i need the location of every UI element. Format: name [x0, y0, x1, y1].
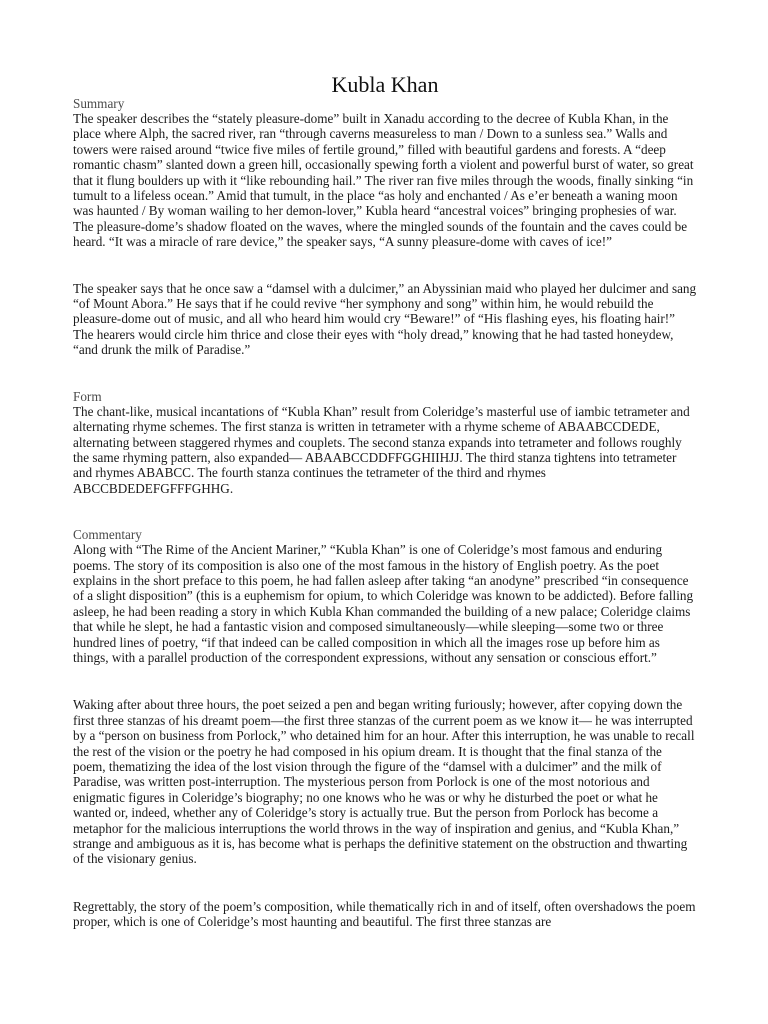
section-heading-form: Form — [73, 388, 102, 404]
form-paragraph-1: The chant-like, musical incantations of “Kubla Khan” result from Coleridge’s masterful use of iambic tetrameter and alternating rhyme schemes. The first stanza is written in tetrameter with a rhyme scheme of ABAABCCDEDE, alternating between staggered rhymes and couplets. The second stanza expands into tetrameter and follows roughly the same rhyming pattern, also expanded— ABAABCCDDFFGGHIIHJJ. The third stanza tightens into tetrameter and rhymes ABABCC. The fourth stanza continues the tetrameter of the third and rhymes ABCCBDEDEFGFFFGHHG. — [73, 403, 690, 496]
paragraph-spacer — [73, 665, 697, 697]
paragraph-spacer — [73, 250, 697, 281]
section-form — [73, 389, 697, 496]
document-page — [73, 72, 697, 930]
section-heading-commentary: Commentary — [73, 527, 142, 543]
section-spacer — [73, 496, 697, 527]
commentary-paragraph-3: Regrettably, the story of the poem’s composition, while thematically rich in and of itself, often overshadows the poem proper, which is one of Coleridge’s most haunting and beautiful. The first three stanzas are — [73, 898, 696, 930]
section-spacer — [73, 358, 697, 389]
commentary-paragraph-2: Waking after about three hours, the poet seized a pen and began writing furiously; however, after copying down the first three stanzas of his dreamt poem—the first three stanzas of the current poem as we know it— he was interrupted by a “person on business from Porlock,” who detained him for an hour. After this interruption, he was unable to recall the rest of the vision or the poetry he had composed in his opium dream. It is thought that the final stanza of the poem, thematizing the idea of the lost vision through the figure of the “damsel with a dulcimer” and the milk of Paradise, was written post-interruption. The mysterious person from Porlock is one of the most notorious and enigmatic figures in Coleridge’s biography; no one knows who he was or why he disturbed the poet or what he wanted or, indeed, whether any of Coleridge’s story is actually true. But the person from Porlock has become a metaphor for the malicious interruptions the world throws in the way of inspiration and genius, and “Kubla Khan,” strange and ambiguous as it is, has become what is perhaps the definitive statement on the obstruction and thwarting of the visionary genius. — [73, 697, 695, 867]
section-summary — [73, 96, 697, 358]
commentary-paragraph-1: Along with “The Rime of the Ancient Mariner,” “Kubla Khan” is one of Coleridge’s most famous and enduring poems. The story of its composition is also one of the most famous in the history of English poetry. As the poet explains in the short preface to this poem, he had fallen asleep after taking “an anodyne” prescribed “in consequence of a slight disposition” (this is a euphemism for opium, to which Coleridge was known to be addicted). Before falling asleep, he had been reading a story in which Kubla Khan commanded the building of a new palace; Coleridge claims that while he slept, he had a fantastic vision and composed simultaneously—while sleeping—some two or three hundred lines of poetry, “if that indeed can be called composition in which all the images rose up before him as things, with a parallel production of the correspondent expressions, without any sensation or conscious effort.” — [73, 542, 694, 665]
section-heading-summary: Summary — [73, 96, 125, 111]
section-commentary — [73, 527, 697, 930]
paragraph-spacer — [73, 867, 697, 899]
summary-paragraph-1: The speaker describes the “stately pleasure-dome” built in Xanadu according to the decree of Kubla Khan, in the place where Alph, the sacred river, ran “through caverns measureless to man / Down to a sunless sea.” Walls and towers were raised around “twice five miles of fertile ground,” filled with beautiful gardens and forests. A “deep romantic chasm” slanted down a green hill, occasionally spewing forth a violent and powerful burst of water, so great that it flung boulders up with it “like rebounding hail.” The river ran five miles through the woods, finally sinking “in tumult to a lifeless ocean.” Amid that tumult, in the place “as holy and enchanted / As e’er beneath a waning moon was haunted / By woman wailing to her demon-lover,” Kubla heard “ancestral voices” bringing prophesies of war. The pleasure-dome’s shadow floated on the waves, where the mingled sounds of the fountain and the caves could be heard. “It was a miracle of rare device,” the speaker says, “A sunny pleasure-dome with caves of ice!” — [73, 111, 694, 250]
summary-paragraph-2: The speaker says that he once saw a “damsel with a dulcimer,” an Abyssinian maid who played her dulcimer and sang “of Mount Abora.” He says that if he could revive “her symphony and song” within him, he would rebuild the pleasure-dome out of music, and all who heard him would cry “Beware!” of “His flashing eyes, his floating hair!” The hearers would circle him thrice and close their eyes with “holy dread,” knowing that he had tasted honeydew, “and drunk the milk of Paradise.” — [73, 280, 697, 358]
document-title: Kubla Khan — [331, 72, 439, 97]
